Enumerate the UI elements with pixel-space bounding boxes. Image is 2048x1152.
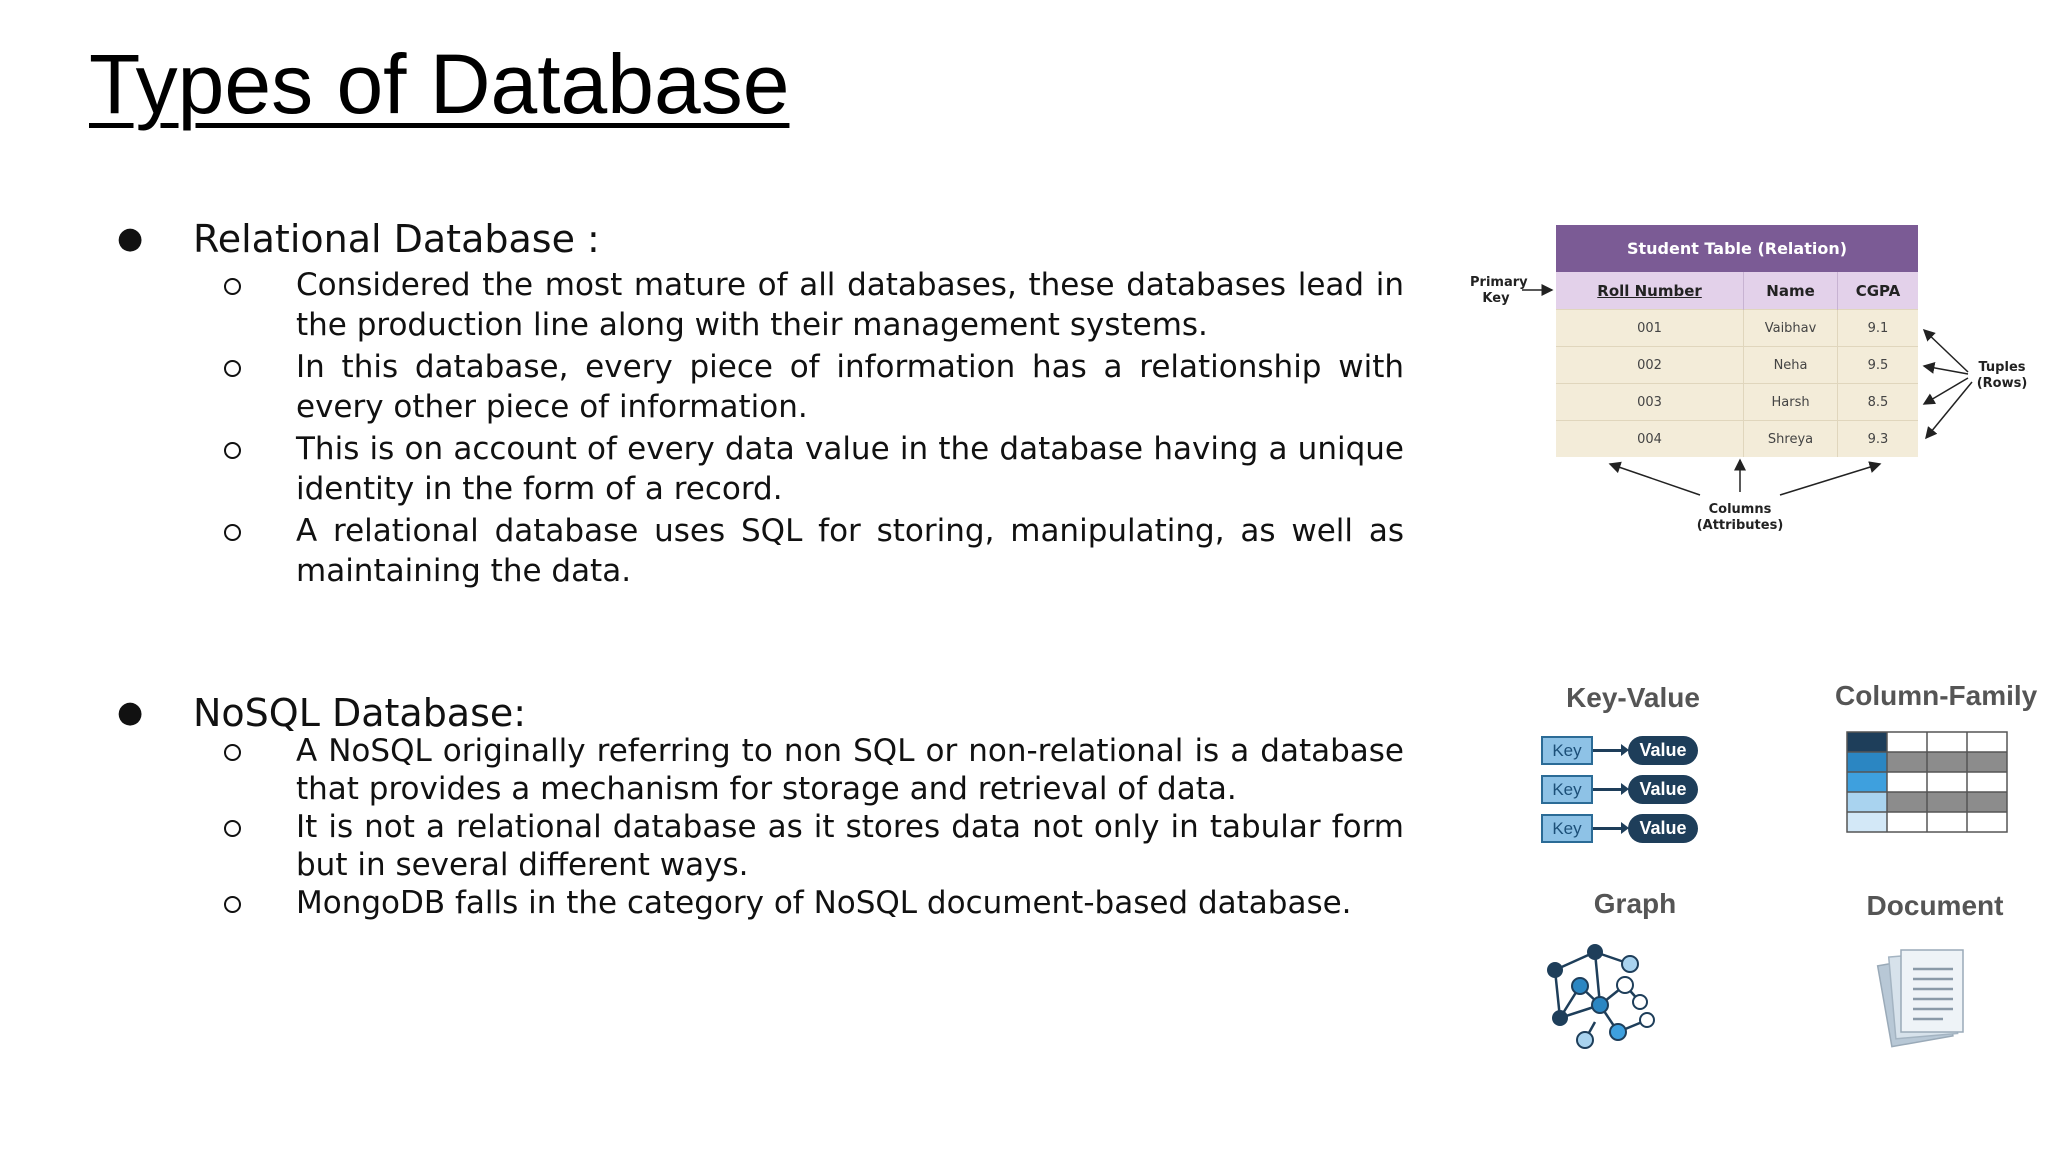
- relational-heading: Relational Database :: [193, 217, 600, 261]
- table-cell: Neha: [1744, 347, 1838, 384]
- list-item: [0, 884, 1410, 922]
- list-item: [0, 732, 1410, 808]
- value-pill: Value: [1628, 736, 1698, 765]
- nosql-icons-canvas: [1520, 670, 2040, 1090]
- column-header: Name: [1744, 272, 1838, 310]
- list-item: [0, 808, 1410, 884]
- circle-bullet-icon: [224, 360, 241, 377]
- circle-bullet-icon: [224, 278, 241, 295]
- list-item-text: Considered the most mature of all databases, these databases lead in the production line along with their management systems.: [296, 267, 1404, 343]
- list-item-text: It is not a relational database as it stores data not only in tabular form but in several different ways.: [296, 809, 1404, 883]
- columns-label-line: (Attributes): [1696, 518, 1784, 533]
- graph-icon: [1547, 944, 1654, 1048]
- table-cell: 001: [1556, 310, 1744, 347]
- circle-bullet-icon: [224, 896, 241, 913]
- tuples-label-line: Tuples: [1978, 360, 2026, 375]
- table-cell: 9.5: [1838, 347, 1918, 384]
- relational-annotation-arrows: [1460, 220, 2040, 550]
- table-cell: 8.5: [1838, 384, 1918, 421]
- slide-title: Types of Database: [89, 37, 790, 131]
- list-item-text: This is on account of every data value in the database having a unique identity in the form of a record.: [296, 431, 1404, 507]
- relational-points: [0, 266, 1420, 591]
- table-cell: 9.1: [1838, 310, 1918, 347]
- circle-bullet-icon: [224, 820, 241, 837]
- list-item-text: A relational database uses SQL for storing, manipulating, as well as maintaining the data.: [296, 513, 1404, 589]
- bullet-icon: ●: [117, 695, 144, 730]
- nosql-section: [0, 688, 1420, 922]
- column-header: CGPA: [1838, 272, 1918, 310]
- key-box: Key: [1541, 775, 1593, 804]
- list-item-text: MongoDB falls in the category of NoSQL document-based database.: [296, 885, 1352, 921]
- table-cell: Vaibhav: [1744, 310, 1838, 347]
- value-pill: Value: [1628, 775, 1698, 804]
- circle-bullet-icon: [224, 744, 241, 761]
- column-header: Roll Number: [1556, 272, 1744, 310]
- graph-label: Graph: [1593, 888, 1677, 919]
- table-cell: Shreya: [1744, 421, 1838, 458]
- relational-section: [0, 214, 1420, 594]
- columns-label-line: Columns: [1708, 502, 1772, 517]
- table-cell: 9.3: [1838, 421, 1918, 458]
- nosql-heading-row: [0, 688, 1420, 738]
- list-item: [0, 512, 1410, 591]
- key-box: Key: [1541, 814, 1593, 843]
- nosql-types-figure: [1520, 670, 2040, 1090]
- value-pill: Value: [1628, 814, 1698, 843]
- relational-heading-row: [0, 214, 1420, 264]
- list-item: [0, 266, 1410, 345]
- table-cell: 002: [1556, 347, 1744, 384]
- circle-bullet-icon: [224, 524, 241, 541]
- primary-key-label-line: Primary: [1470, 275, 1528, 290]
- circle-bullet-icon: [224, 442, 241, 459]
- column-family-label: Column-Family: [1835, 680, 2038, 711]
- relational-table-figure: [1460, 220, 2040, 550]
- table-cell: 003: [1556, 384, 1744, 421]
- document-label: Document: [1866, 890, 2004, 921]
- primary-key-label-line: Key: [1482, 291, 1510, 306]
- list-item: [0, 348, 1410, 427]
- table-cell: Harsh: [1744, 384, 1838, 421]
- table-title: Student Table (Relation): [1556, 225, 1918, 272]
- document-icon: [1878, 950, 1963, 1047]
- list-item: [0, 430, 1410, 509]
- tuples-label-line: (Rows): [1976, 376, 2028, 391]
- list-item-text: In this database, every piece of information has a relationship with every other piece of information.: [296, 349, 1404, 425]
- column-family-grid-icon: [1847, 732, 2007, 832]
- list-item-text: A NoSQL originally referring to non SQL or non-relational is a database that provides a mechanism for storage and retrieval of data.: [296, 733, 1404, 807]
- table-cell: 004: [1556, 421, 1744, 458]
- nosql-heading: NoSQL Database:: [193, 691, 527, 735]
- nosql-points: [0, 732, 1420, 922]
- key-box: Key: [1541, 736, 1593, 765]
- key-value-label: Key-Value: [1566, 682, 1700, 713]
- bullet-icon: ●: [117, 221, 144, 256]
